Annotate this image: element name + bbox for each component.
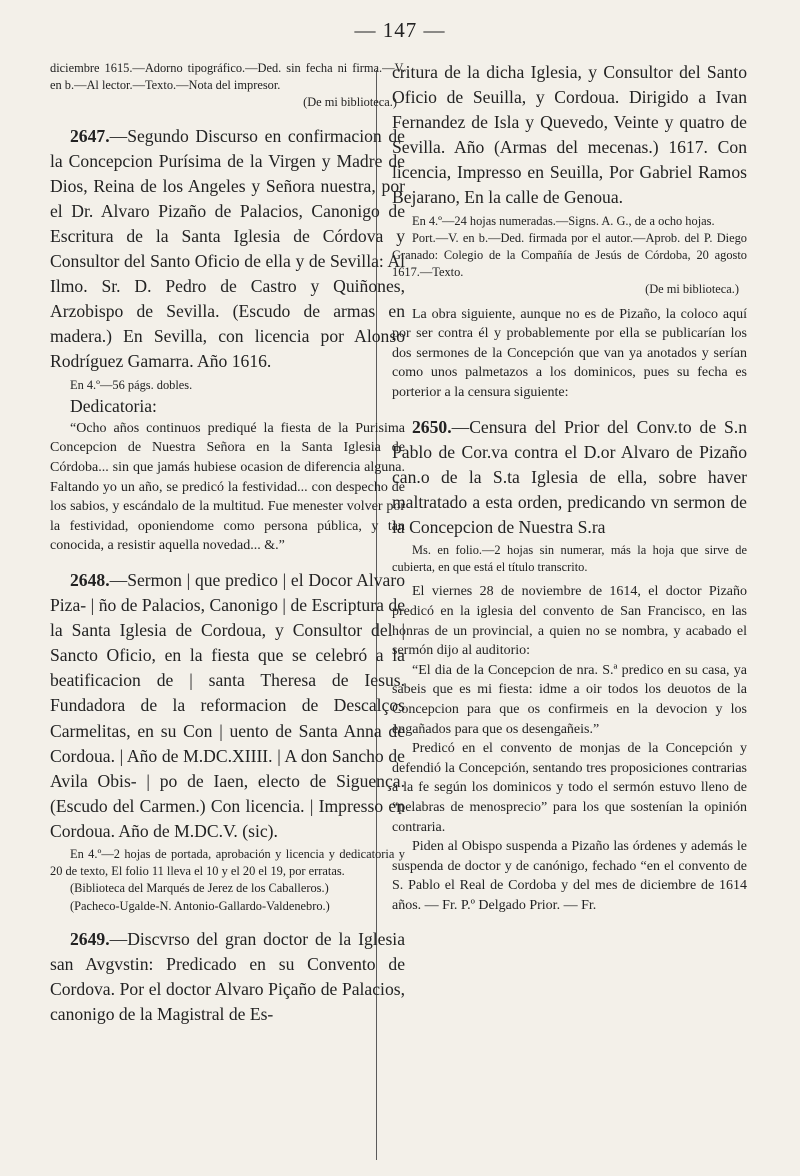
entry-text: —Discvrso del gran doctor de la Iglesia san Avgvstin: Predicado en su Convento de Cordova. Por el doctor Alvaro Piçaño de Palacios, canonigo de la Magistral de Es- [50, 928, 405, 1025]
entry-2650-quote: “El dia de la Concepcion de nra. S.ª predico en su casa, ya sabeis que es mi fiesta: idme a oir todos los deuotos de la Concepcion para que os confirmeis en la devocion y los engañados para que os desengañeis.” [392, 662, 747, 737]
continuation-note: diciembre 1615.—Adorno tipográfico.—Ded. sin fecha ni firma.—V. en b.—Al lector.—Texto.—Nota del impresor. [50, 61, 405, 93]
entry-text: —Sermon | que predico | el Docor Alvaro Piza- | ño de Palacios, Canonigo | de Escriptura de la Santa Iglesia de Cordoua, y Consultor del | Sancto Oficio, en la fiesta que se celebró a la beatificacion de | santa Theresa de Iesus. Fundadora de la reformacion de Descalços Carmelitas, en su Con | uento de Santa Anna de Cordoua. | Año de M.DC.XIIII. | A don Sancho de Avila Obis- | po de Iaen, electo de Siguença. (Escudo del Carmen.) Con licencia. | Impresso en Cordoua. Año de M.DC.V. (sic). [50, 570, 405, 841]
entry-2647-quote: “Ocho años continuos prediqué la fiesta de la Purisima Concepcion de Nuestra Señora en la Santa Iglesia de Córdoba... sin que jamás hubiese ocasion de diferencia alguna. Faltando yo un año, se predicó la festividad... con despecho de los sabios, y escándalo de la multitud. Fue menester volver por la festividad, oponiendome como persona pública, y tan conocida, a resistir aquella novedad... &.” [50, 420, 405, 554]
entry-text: —Censura del Prior del Conv.to de S.n Pablo de Cor.va contra el D.or Alvaro de Pizaño can.o de la S.ta Iglesia de ella, sobre haver maltratado a esta orden, predicando vn sermon de la Concepcion de Nuestra S.ra [392, 416, 747, 537]
entry-text: —Segundo Discurso en confirmacion de la Concepcion Purísima de la Virgen y Madre de Dios, Reina de los Angeles y Señora nuestra, por el Dr. Alvaro Pizaño de Palacios, Canonigo de Escritura de la Santa Iglesia de Córdova y Consultor del Santo Oficio de ella y de Sevilla: Al Ilmo. Sr. D. Pedro de Castro y Quiñones, Arzobispo de Sevilla. (Escudo de armas en madera.) En Sevilla, con licencia por Alonso Rodríguez Gamarra. Año 1616. [50, 125, 405, 372]
entry-2648-source-1: (Biblioteca del Marqués de Jerez de los Caballeros.) [70, 881, 329, 896]
editor-note: La obra siguiente, aunque no es de Pizaño, la coloco aquí por ser contra él y probablemente por ella se publicarían los dos sermones de la Concepción que van ya anotados y serían como unos palmetazos a los dominicos, pues su fecha es porterior a la censura siguiente: [392, 306, 747, 400]
page-number: — 147 — [354, 18, 446, 42]
entry-2647 [50, 124, 405, 375]
entry-2650-para-1: El viernes 28 de noviembre de 1614, el doctor Pizaño predicó en la iglesia del convento de San Francisco, en las honras de un provincial, a quien no se nombra, y acabado el sermón dijo al auditorio: [392, 584, 747, 659]
entry-2647-pages: En 4.º—56 págs. dobles. [70, 377, 193, 392]
entry-2648 [50, 568, 405, 844]
source-note: (De mi biblioteca.) [645, 282, 739, 297]
entry-2650-para-3: Piden al Obispo suspenda a Pizaño las órdenes y además le suspenda de doctor y de canónigo, fechado “en el convento de S. Pablo el Real de Cordoba y del mes de diciembre de 1614 años. — Fr. P.º Delgado Prior. — Fr. [392, 839, 747, 913]
entry-2649 [50, 927, 405, 1027]
entry-2648-pages: En 4.º—2 hojas de portada, aprobación y licencia y dedicatoria y 20 de texto, El folio 11 lleva el 10 y el 20 el 19, por erratas. [50, 847, 405, 879]
entry-2649-port: Port.—V. en b.—Ded. firmada por el autor.—Aprob. del P. Diego Granado: Colegio de la Compañía de Jesús de Córdoba, 20 agosto 1617.—Texto. [392, 230, 747, 280]
left-column [50, 60, 405, 1027]
entry-2649-pages: En 4.º—24 hojas numeradas.—Signs. A. G., de a ocho hojas. [412, 213, 715, 228]
entry-2650-ms: Ms. en folio.—2 hojas sin numerar, más la hoja que sirve de cubierta, en que está el título transcrito. [392, 543, 747, 575]
entry-2650 [392, 415, 747, 540]
right-column [392, 60, 747, 916]
entry-number: 2650. [412, 416, 452, 437]
entry-number: 2649. [70, 928, 110, 949]
entry-2650-para-2: Predicó en el convento de monjas de la Concepción y defendió la Concepción, sentando tres proposiciones contrarias a la fe según los dominicos y todo el sermón estuvo lleno de “pelabras de menosprecio” para los que sostenían la opinión contraria. [392, 741, 747, 835]
source-note: (De mi biblioteca.) [303, 95, 397, 110]
entry-2649-continuation: critura de la dicha Iglesia, y Consultor del Santo Oficio de Seuilla, y Cordoua. Dirigido a Ivan Fernandez de Isla y Quevedo, Veinte y quatro de Sevilla. Año (Armas del mecenas.) 1617. Con licencia, Impresso en Seuilla, Por Gabriel Ramos Bejarano, En la calle de Genoua. [392, 62, 747, 208]
entry-number: 2647. [70, 125, 110, 146]
entry-2648-source-2: (Pacheco-Ugalde-N. Antonio-Gallardo-Valdenebro.) [70, 898, 330, 913]
entry-number: 2648. [70, 570, 110, 590]
entry-2647-dedication-label: Dedicatoria: [70, 395, 157, 416]
